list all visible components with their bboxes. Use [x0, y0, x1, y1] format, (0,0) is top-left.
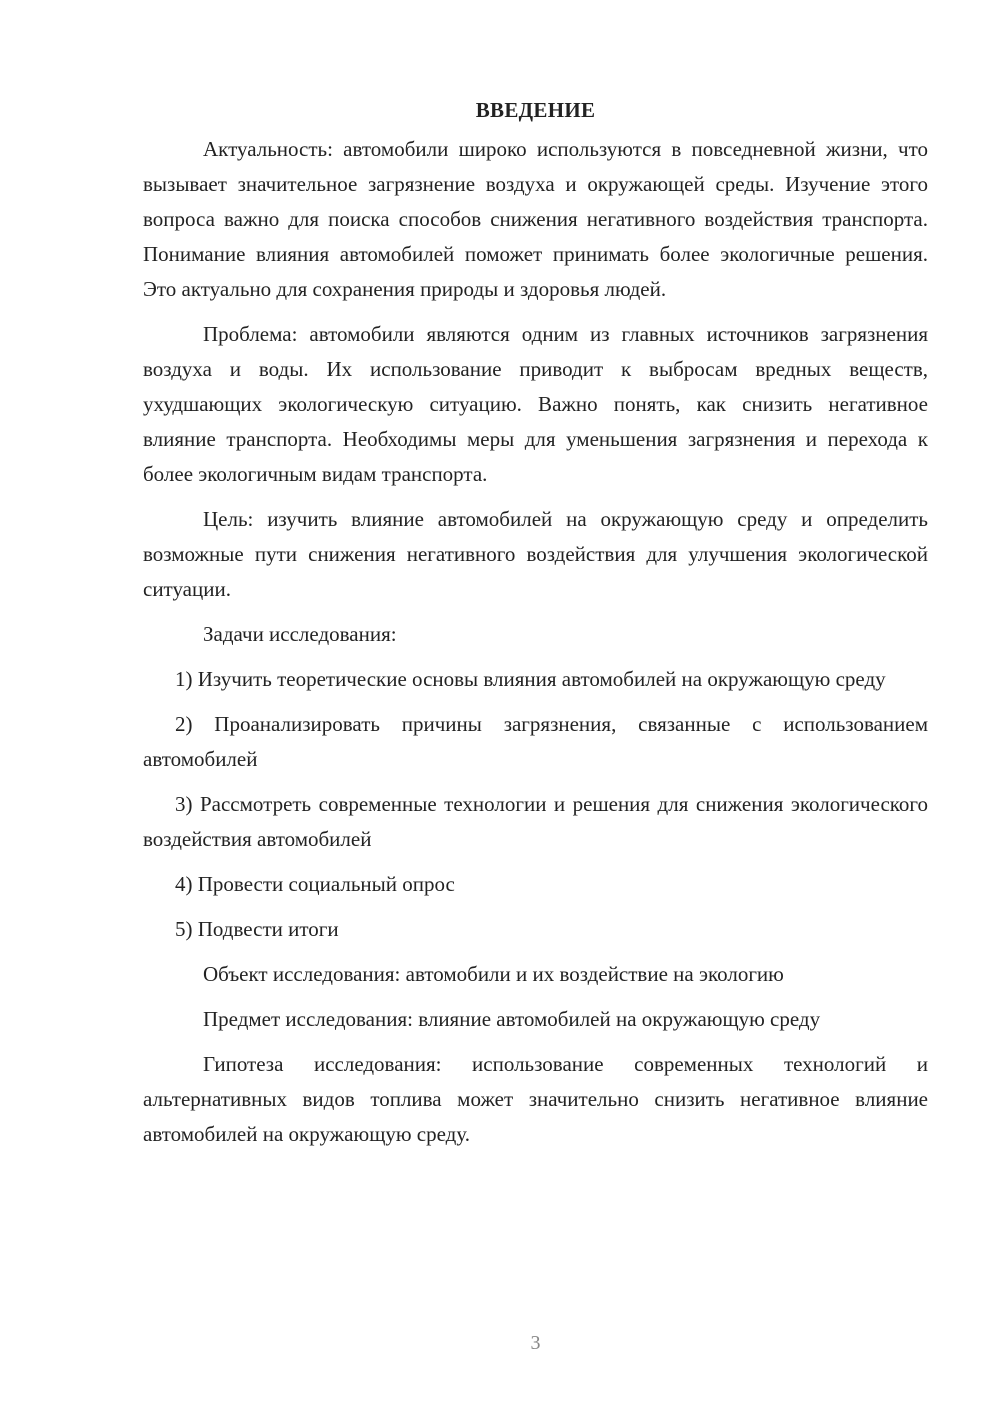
tasks-heading: Задачи исследования: — [203, 622, 397, 646]
task-item-1: 1) Изучить теоретические основы влияния автомобилей на окружающую среду — [175, 667, 886, 691]
subject-paragraph: Предмет исследования: влияние автомобилей на окружающую среду — [203, 1007, 821, 1031]
goal-paragraph: Цель: изучить влияние автомобилей на окружающую среду и определить возможные пути снижения негативного воздействия для улучшения экологической ситуации. — [143, 507, 928, 601]
section-title: ВВЕДЕНИЕ — [475, 98, 596, 122]
problem-paragraph: Проблема: автомобили являются одним из главных источников загрязнения воздуха и воды. Их использование приводит к выбросам вредных веществ, ухудшающих экологическую ситуацию. Важно понять, как снизить негативное влияние транспорта. Необходимы меры для уменьшения загрязнения и перехода к более экологичным видам транспорта. — [143, 322, 928, 486]
task-item-5: 5) Подвести итоги — [175, 917, 339, 941]
task-item-3: 3) Рассмотреть современные технологии и решения для снижения экологического воздействия автомобилей — [143, 792, 928, 851]
page-number: 3 — [530, 1332, 541, 1354]
document-page — [143, 90, 928, 1162]
relevance-paragraph: Актуальность: автомобили широко используются в повседневной жизни, что вызывает значительное загрязнение воздуха и окружающей среды. Изучение этого вопроса важно для поиска способов снижения негативного воздействия транспорта. Понимание влияния автомобилей поможет принимать более экологичные решения. Это актуально для сохранения природы и здоровья людей. — [143, 137, 928, 301]
object-paragraph: Объект исследования: автомобили и их воздействие на экологию — [203, 962, 784, 986]
task-item-2: 2) Проанализировать причины загрязнения, связанные с использованием автомобилей — [143, 712, 928, 771]
hypothesis-paragraph: Гипотеза исследования: использование современных технологий и альтернативных видов топлива может значительно снизить негативное влияние автомобилей на окружающую среду. — [143, 1052, 928, 1146]
task-item-4: 4) Провести социальный опрос — [175, 872, 455, 896]
